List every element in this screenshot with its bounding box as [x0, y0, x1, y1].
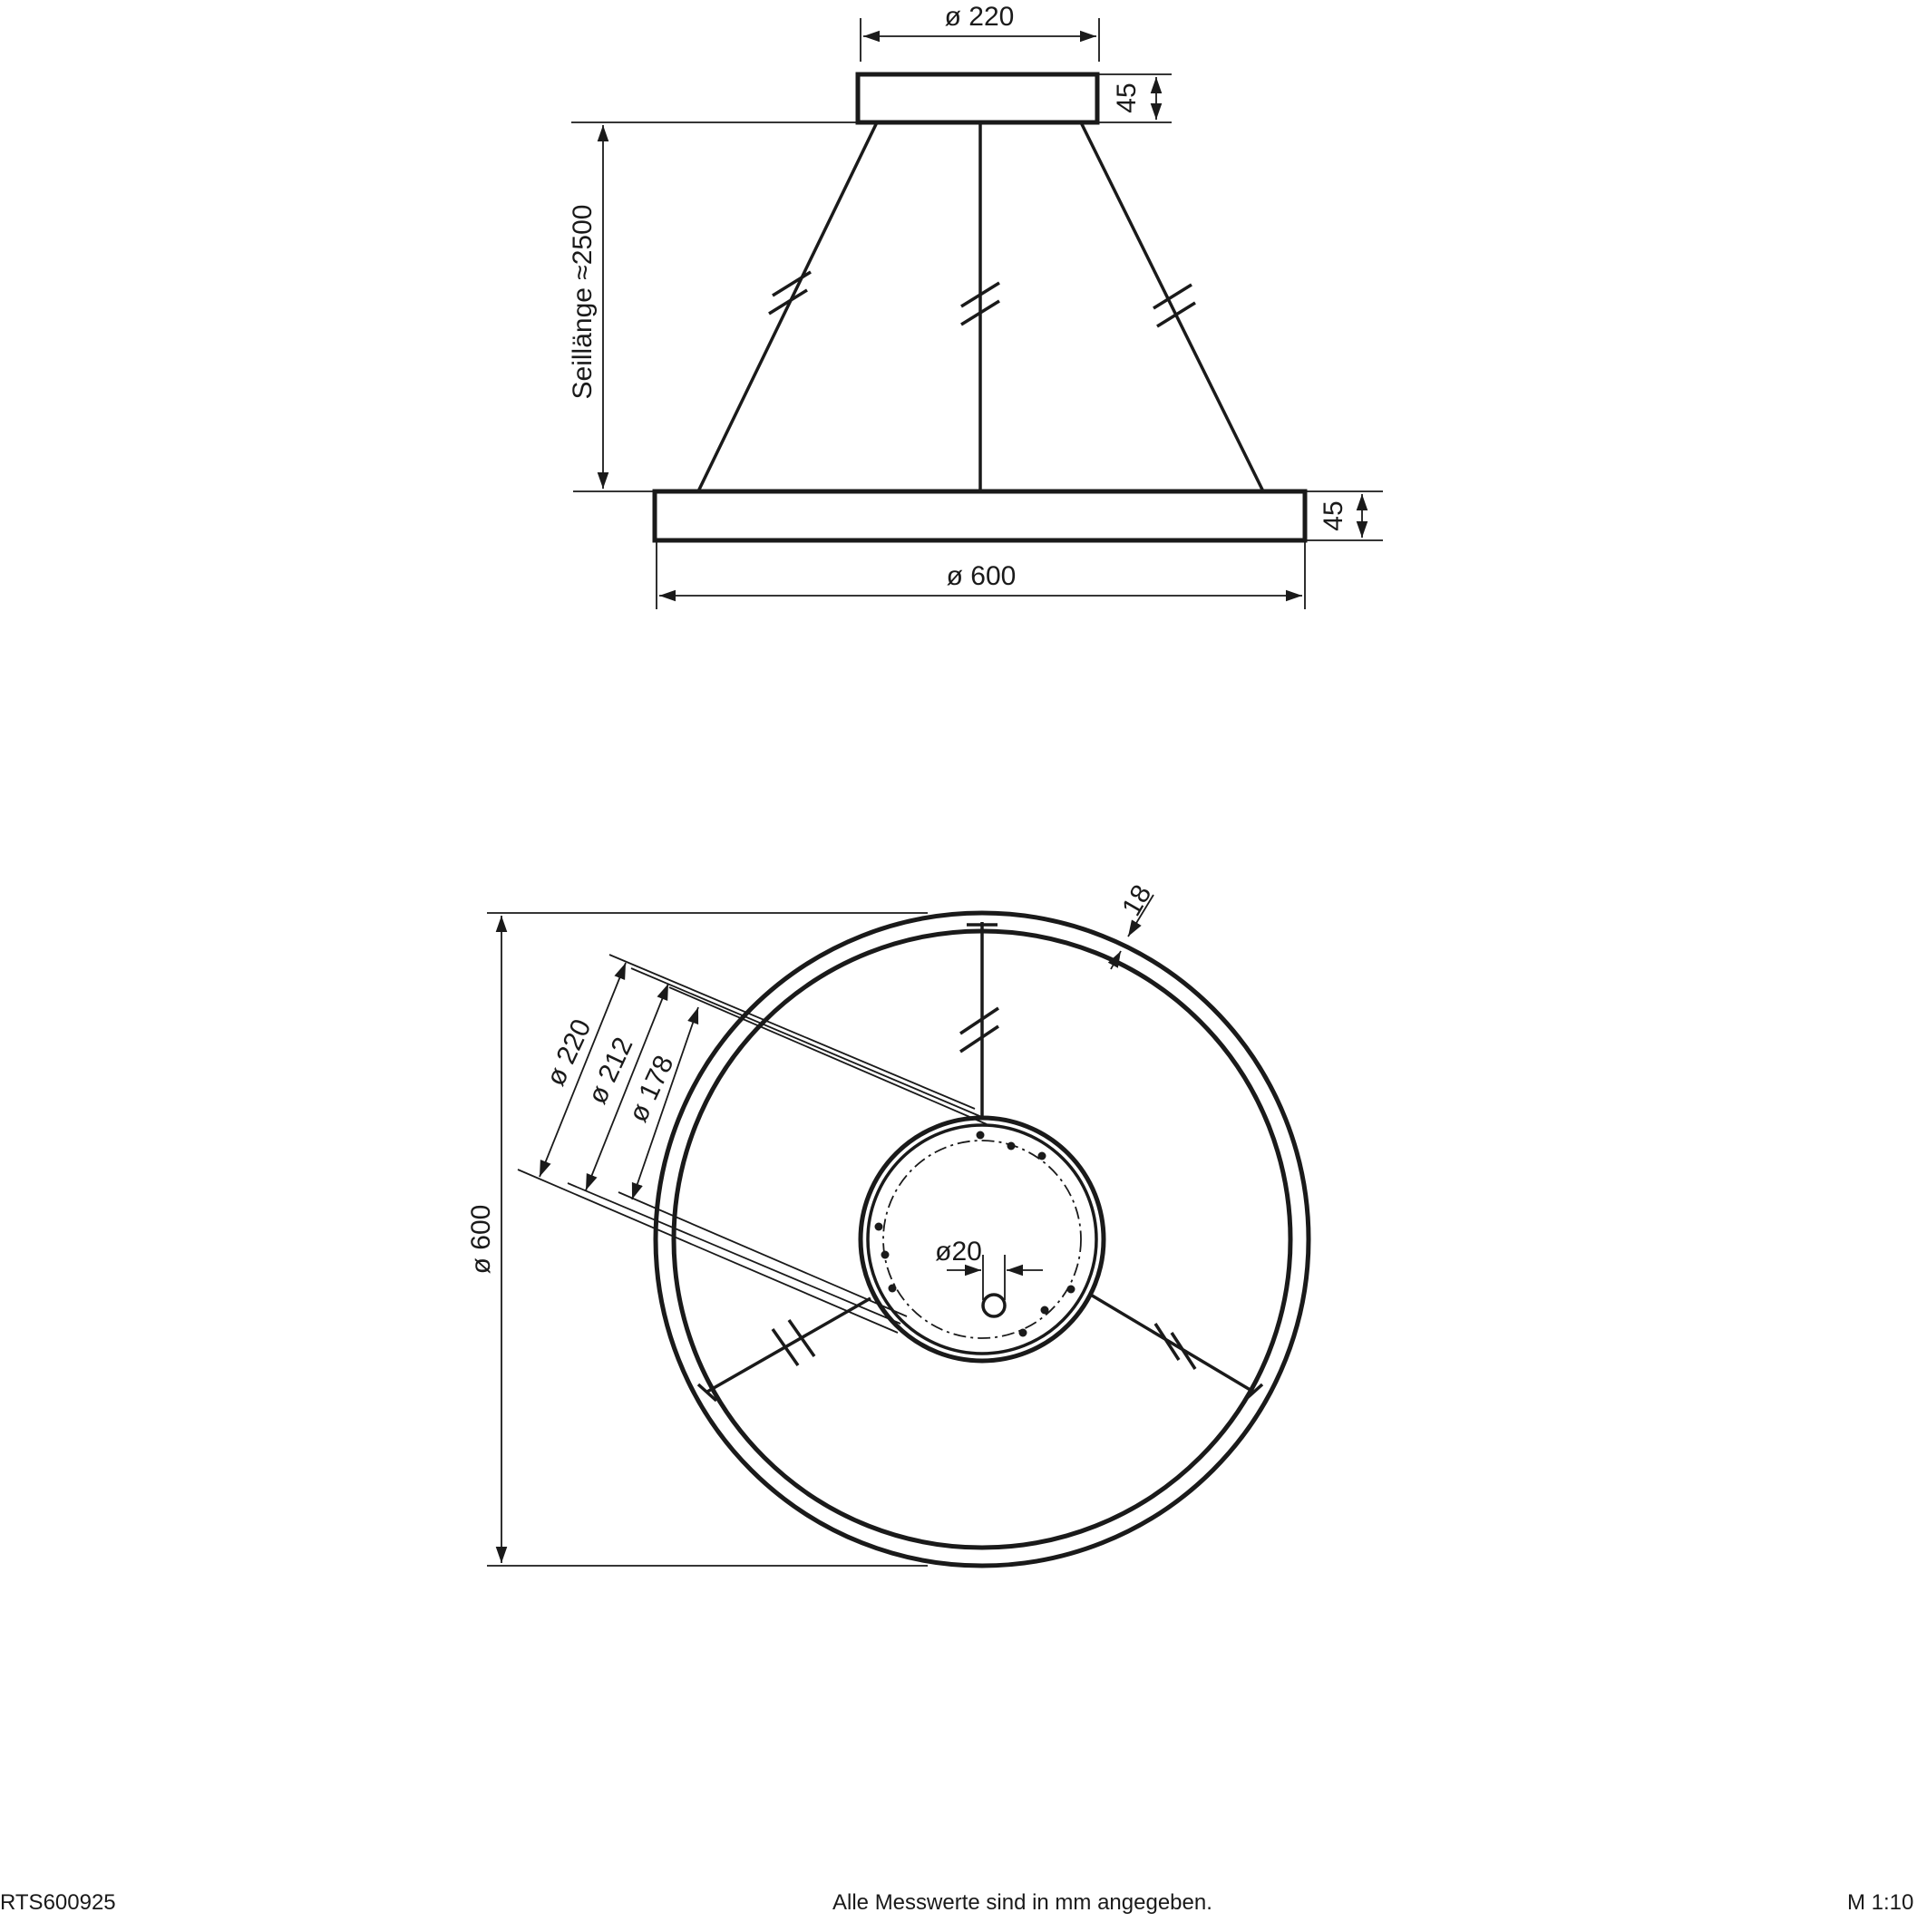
canopy-outer	[861, 1118, 1104, 1361]
ring-width-label: 18	[1116, 879, 1158, 921]
canopy-rect	[858, 74, 1097, 122]
scale-label: M 1:10	[1847, 1890, 1914, 1915]
article-number: RTS600925	[0, 1890, 116, 1915]
canopy-inner	[868, 1125, 1096, 1354]
dim-ring-width	[1111, 880, 1157, 969]
outer-diameter-label: ø 600	[466, 1204, 496, 1275]
canopy-height-label: 45	[1112, 83, 1142, 113]
canopy-diagonal-220-label: ø 220	[540, 1015, 598, 1091]
center-hole-label: ø20	[935, 1237, 982, 1267]
cable-break-marks	[769, 272, 1195, 326]
top-break-marks	[773, 1008, 1195, 1369]
dim-cable-length	[568, 122, 858, 491]
ring-rect	[655, 491, 1305, 540]
cable-length-label: Seillänge ≈2500	[568, 204, 598, 400]
top-view	[466, 880, 1309, 1566]
dim-canopy-diagonals	[518, 955, 987, 1333]
hole-circle-diameter-label: ø 178	[623, 1051, 680, 1127]
mounting-holes	[875, 1131, 1075, 1337]
canopy-diameter-label: ø 220	[944, 2, 1015, 32]
ring-diameter-label: ø 600	[946, 561, 1017, 591]
side-view	[568, 2, 1383, 609]
dim-canopy-height	[1099, 74, 1172, 122]
ring-height-label: 45	[1319, 500, 1348, 531]
top-cables	[698, 922, 1262, 1401]
canopy-diagonal-212-label: ø 212	[582, 1033, 639, 1109]
center-hole	[983, 1295, 1005, 1316]
dim-center-hole	[935, 1237, 1043, 1300]
dim-ring-height	[1307, 491, 1383, 540]
dim-canopy-diameter	[861, 2, 1099, 62]
suspension-cables	[698, 122, 1263, 491]
dim-ring-diameter	[657, 542, 1305, 609]
units-note: Alle Messwerte sind in mm angegeben.	[832, 1890, 1212, 1915]
